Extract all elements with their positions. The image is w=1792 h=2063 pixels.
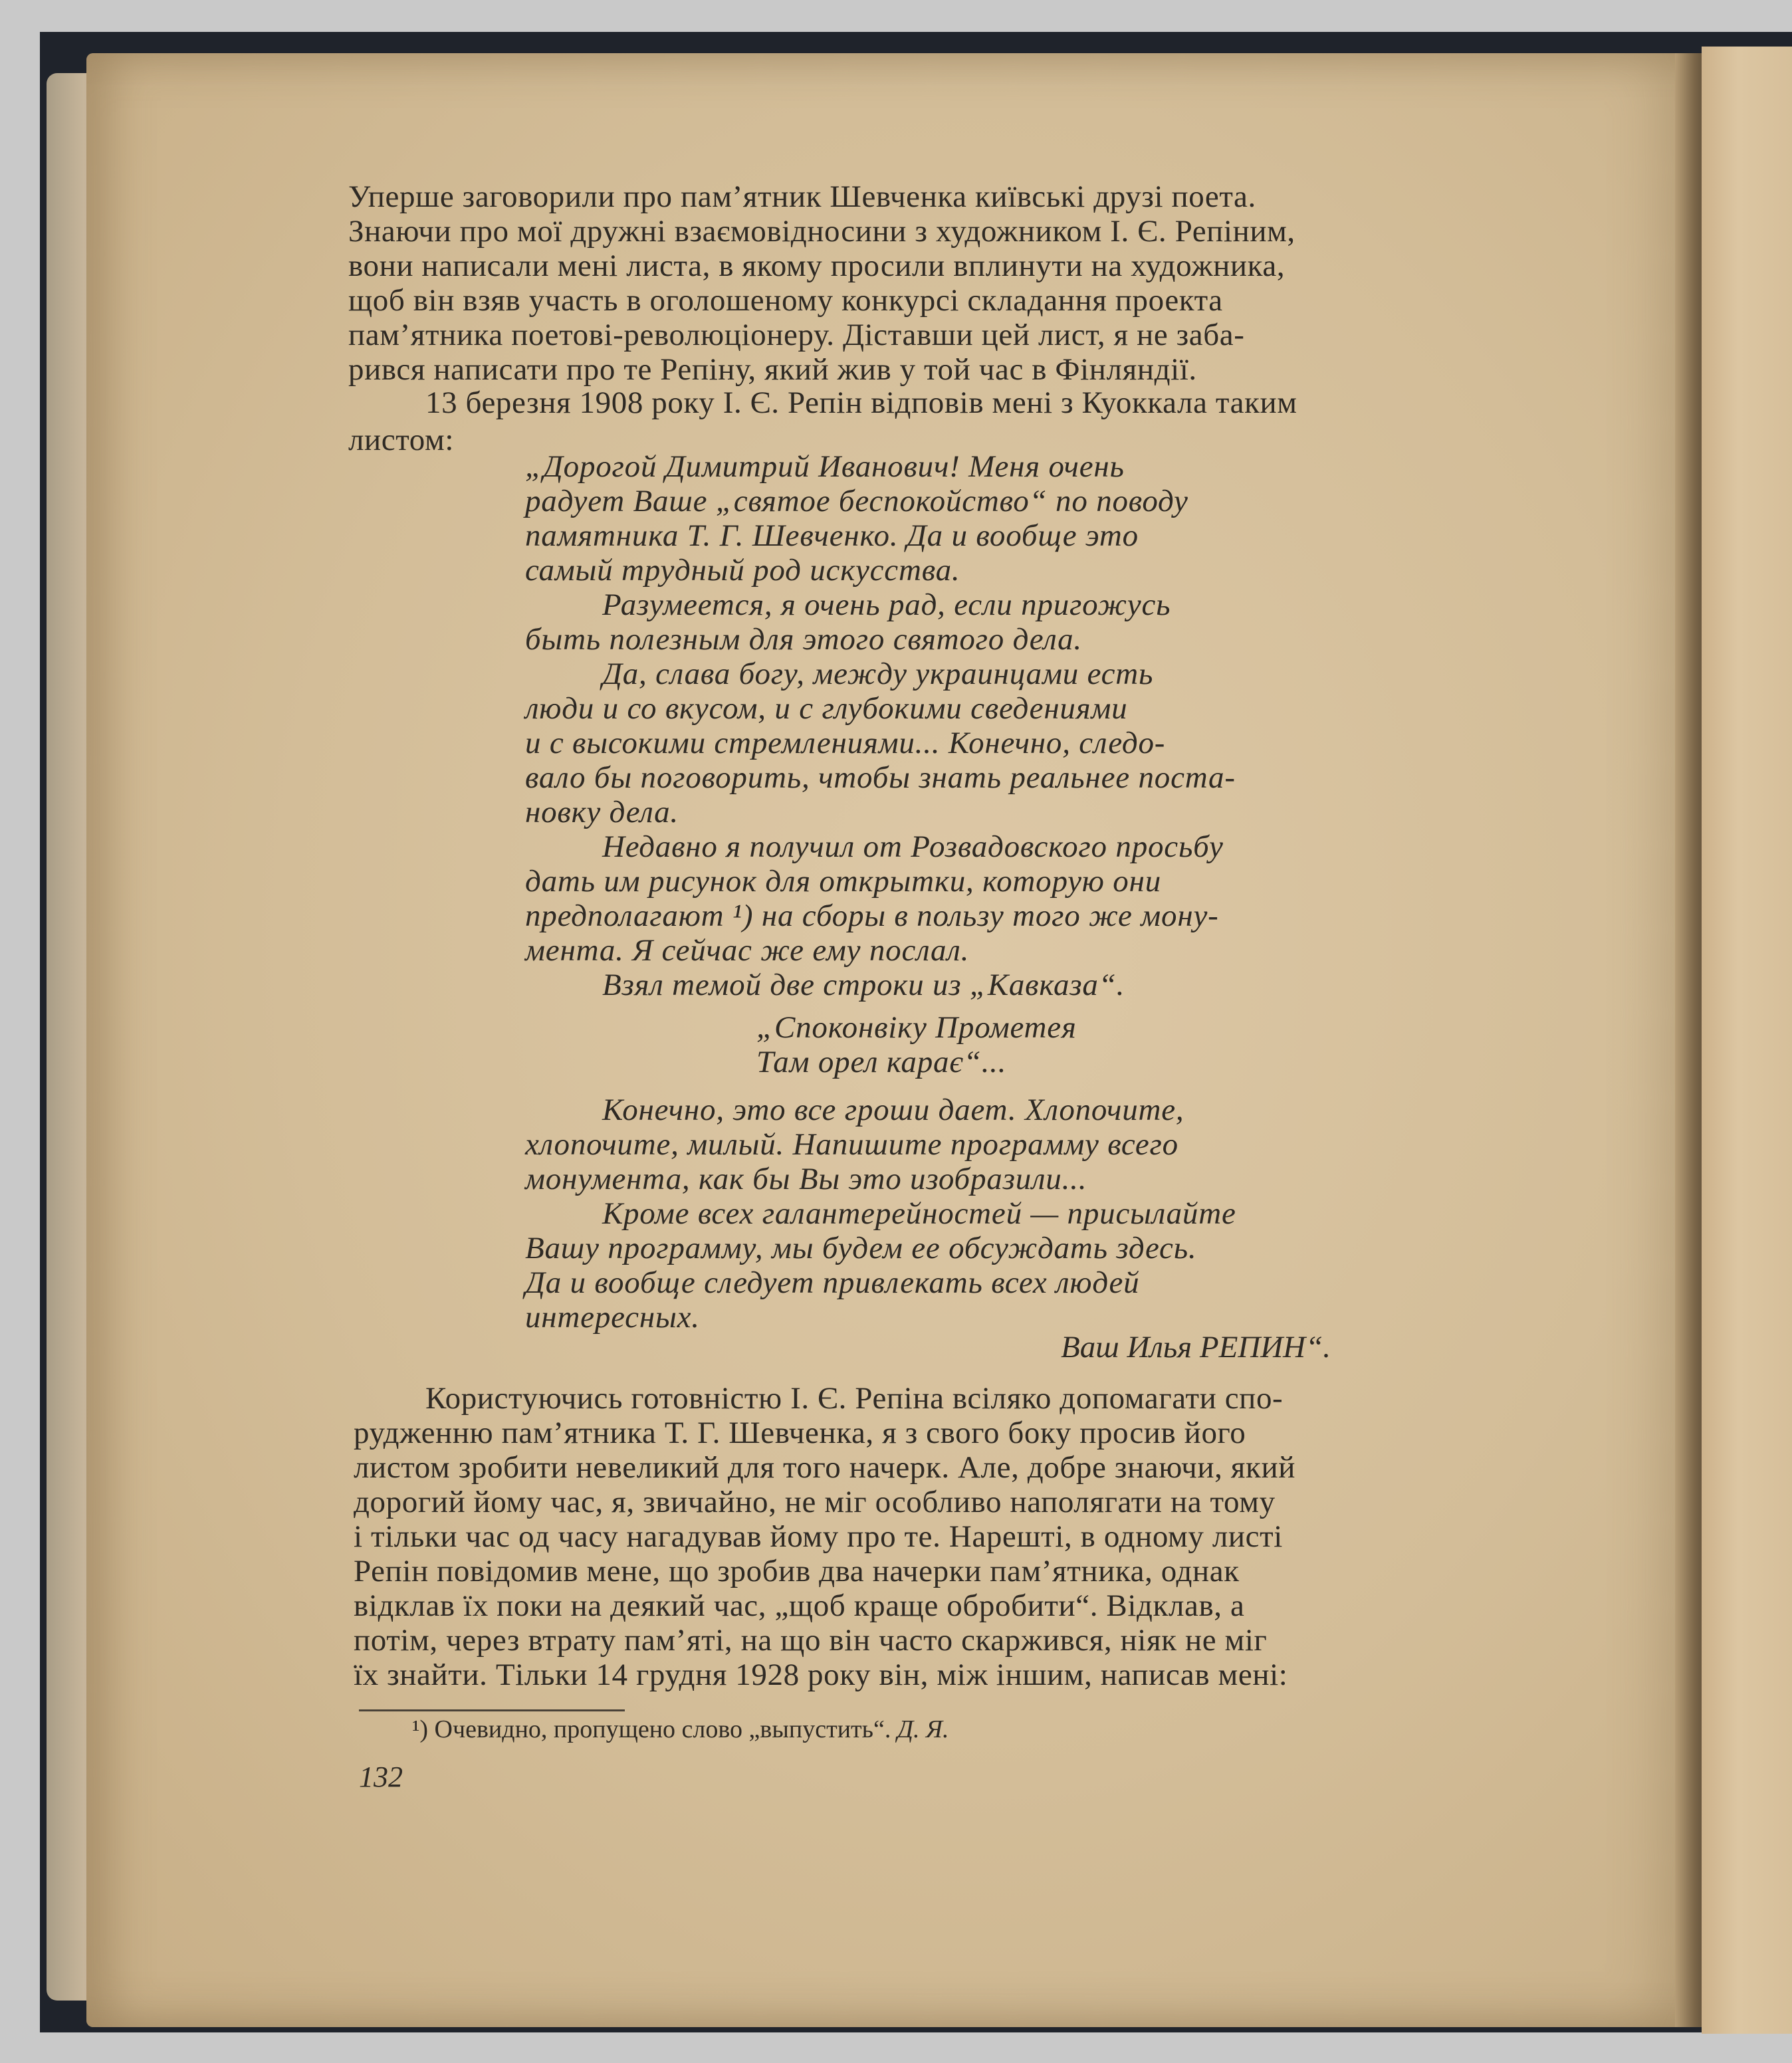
quote-line: Да и вообще следует привлекать всех людей: [525, 1265, 1140, 1300]
quote-line: Кроме всех галантерейностей — присылайте: [602, 1196, 1236, 1231]
quote-line: памятника Т. Г. Шевченко. Да и вообще это: [525, 518, 1139, 553]
quote-line: и с высокими стремлениями... Конечно, следо-: [525, 726, 1166, 760]
quote-line: интересных.: [525, 1300, 700, 1335]
footnote-text: ¹) Очевидно, пропущено слово „выпустить“.: [412, 1715, 891, 1743]
footnote-divider: [359, 1709, 625, 1711]
text-line: щоб він взяв участь в оголошеному конкурсі складання проекта: [348, 283, 1223, 318]
text-line: Уперше заговорили про пам’ятник Шевченка київські друзі поета.: [348, 179, 1256, 214]
quote-line: Разумеется, я очень рад, если пригожусь: [602, 588, 1171, 622]
footnote-initials: Д. Я.: [897, 1715, 949, 1743]
text-line: дорогий йому час, я, звичайно, не міг особливо наполягати на тому: [354, 1485, 1276, 1519]
page-number: 132: [359, 1761, 403, 1793]
quote-line: предполагают ¹) на сборы в пользу того же мону-: [525, 899, 1219, 933]
text-line: листом зробити невеликий для того начерк. Але, добре знаючи, який: [354, 1450, 1295, 1485]
text-line: вони написали мені листа, в якому просили вплинути на художника,: [348, 249, 1286, 283]
quote-line: Взял темой две строки из „Кавказа“.: [602, 968, 1125, 1002]
poem-line: „Споконвіку Прометея: [756, 1010, 1077, 1045]
quote-line: люди и со вкусом, и с глубокими сведениями: [525, 691, 1128, 726]
quote-line: Недавно я получил от Розвадовского просьбу: [602, 829, 1224, 864]
quote-line: Да, слава богу, между украинцами есть: [602, 657, 1154, 691]
text-line: 13 березня 1908 року І. Є. Репін відповів мені з Куоккала таким: [425, 385, 1297, 420]
text-line: Користуючись готовністю І. Є. Репіна всіляко допомагати спо-: [425, 1381, 1284, 1416]
text-line: відклав їх поки на деякий час, „щоб краще обробити“. Відклав, а: [354, 1588, 1245, 1623]
text-line: пам’ятника поетові-революціонеру. Діставши цей лист, я не заба-: [348, 318, 1245, 352]
text-line: і тільки час од часу нагадував йому про те. Нарешті, в одному листі: [354, 1519, 1283, 1554]
letter-signature: Ваш Илья РЕПИН“.: [1061, 1330, 1331, 1364]
quote-line: мента. Я сейчас же ему послал.: [525, 933, 970, 968]
quote-line: монумента, как бы Вы это изобразили...: [525, 1162, 1087, 1196]
quote-line: Конечно, это все гроши дает. Хлопочите,: [602, 1093, 1184, 1127]
text-line: їх знайти. Тільки 14 грудня 1928 року він, між іншим, написав мені:: [354, 1658, 1288, 1692]
text-line: рився написати про те Репіну, який жив у той час в Фінляндії.: [348, 352, 1197, 387]
text-line: потім, через втрату пам’яті, на що він часто скаржився, ніяк не міг: [354, 1623, 1268, 1658]
quote-line: быть полезным для этого святого дела.: [525, 622, 1082, 657]
text-line: Репін повідомив мене, що зробив два начерки пам’ятника, однак: [354, 1554, 1240, 1588]
quote-line: самый трудный род искусства.: [525, 553, 960, 588]
quote-line: „Дорогой Димитрий Иванович! Меня очень: [525, 449, 1125, 484]
quote-line: новку дела.: [525, 795, 679, 829]
text-line: рудженню пам’ятника Т. Г. Шевченка, я з свого боку просив його: [354, 1416, 1246, 1450]
next-page-edge: [1702, 47, 1792, 2034]
quote-line: Вашу программу, мы будем ее обсуждать здесь.: [525, 1231, 1197, 1265]
footnote: [412, 1715, 949, 1744]
quote-line: дать им рисунок для открытки, которую они: [525, 864, 1161, 899]
text-line: Знаючи про мої дружні взаємовідносини з художником І. Є. Репіним,: [348, 214, 1295, 249]
text-line: листом:: [348, 423, 454, 457]
quote-line: хлопочите, милый. Напишите программу всего: [525, 1127, 1178, 1162]
quote-line: вало бы поговорить, чтобы знать реальнее поста-: [525, 760, 1236, 795]
quote-line: радует Ваше „святое беспокойство“ по поводу: [525, 484, 1188, 518]
poem-line: Там орел карає“...: [756, 1045, 1007, 1079]
